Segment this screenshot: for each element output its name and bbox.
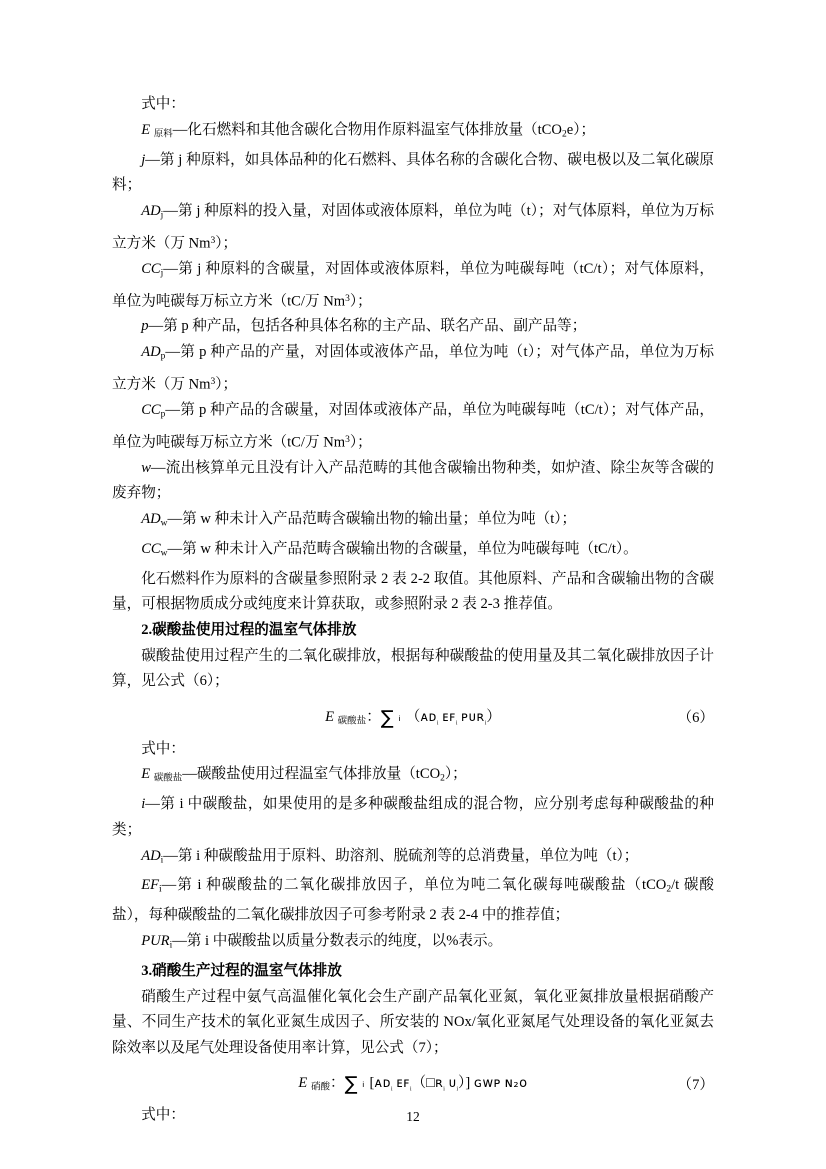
formula-6-number: （6） xyxy=(677,710,714,727)
paragraph-CCj-definition: $CC_j—$第 j 种原料的含碳量，对固体或液体原料，单位为吨碳每吨（tC/t）；对气体原料，单位为吨碳每万标立方米（tC/万 Nm$^3$）； xyxy=(112,260,714,309)
paragraph-E-yuanliao: E $_{原料}$—化石燃料和其他含碳化合物用作原料温室气体排放量（tCO$_2$e）； xyxy=(141,121,596,139)
formula-7-number: （7） xyxy=(677,1076,714,1093)
paragraph-E-carbonate: E $_{碳酸盐}$—碳酸盐使用过程温室气体排放量（tCO$_2$）； xyxy=(141,766,467,784)
formula-7 xyxy=(112,1067,714,1099)
formula-7-body: E $_{硝酸}$：∑ ᵢ [ᴀᴅ$_ᵢ$ ᴇꜰ$_ᵢ$（□ʀ$_ᵢ$ ᴜ$_ᵢ$）] ɢᴡᴘ ɴ₂ᴏ xyxy=(298,1073,528,1096)
heading-section-2: 2.碳酸盐使用过程的温室气体排放 xyxy=(141,621,357,638)
paragraph-carbonate-intro: 碳酸盐使用过程产生的二氧化碳排放，根据每种碳酸盐的使用量及其二氧化碳排放因子计算，见公式（6）； xyxy=(112,647,714,690)
paragraph-shizhong-1: 式中： xyxy=(141,96,185,112)
paragraph-w-definition: w—流出核算单元且没有计入产品范畴的其他含碳输出物种类，如炉渣、除尘灰等含碳的废弃物； xyxy=(112,459,714,502)
paragraph-p-definition: p—第 p 种产品，包括各种具体名称的主产品、联名产品、副产品等； xyxy=(141,318,587,335)
page-number: 12 xyxy=(406,1109,420,1124)
paragraph-shizhong-2: 式中： xyxy=(141,740,185,757)
paragraph-nitric-acid-intro: 硝酸生产过程中氨气高温催化氧化会生产副产品氧化亚氮，氧化亚氮排放量根据硝酸产量、不同生产技术的氧化亚氮生成因子、所安装的 NOx/氧化亚氮尾气处理设备的氧化亚氮去除效率以及尾气处理设备使用率计算，见公式（7）； xyxy=(112,988,714,1056)
paragraph-ADp-definition: $AD_p—$第 p 种产品的产量，对固体或液体产品，单位为吨（t）；对气体产品，单位为万标立方米（万 Nm$^3$）； xyxy=(112,344,714,393)
paragraph-EFi-definition: $EF_i—$第 i 种碳酸盐的二氧化碳排放因子，单位为吨二氧化碳每吨碳酸盐（tCO$_2$/t 碳酸盐），每种碳酸盐的二氧化碳排放因子可参考附录 2 表 2-4 中的推荐值； xyxy=(112,877,714,924)
paragraph-ADi-definition: $AD_i—$第 i 种碳酸盐用于原料、助溶剂、脱硫剂等的总消费量，单位为吨（t）； xyxy=(141,847,639,865)
formula-6-body: E $_{碳酸盐}$：∑ ᵢ （ᴀᴅ$_ᵢ$ ᴇꜰ$_ᵢ$ ᴘᴜʀ$_ᵢ$） xyxy=(325,706,501,729)
paragraph-ADj-definition: $AD_j—$第 j 种原料的投入量，对固体或液体原料，单位为吨（t）；对气体原料，单位为万标立方米（万 Nm$^3$）； xyxy=(112,202,715,251)
paragraph-shizhong-3: 式中： xyxy=(141,1107,185,1124)
paragraph-CCp-definition: $CC_p—$第 p 种产品的含碳量，对固体或液体产品，单位为吨碳每吨（tC/t）；对气体产品，单位为吨碳每万标立方米（tC/万 Nm$^3$）； xyxy=(112,401,714,451)
paragraph-CCw-definition: $CC_w—$第 w 种未计入产品范畴含碳输出物的含碳量，单位为吨碳每吨（tC/t）。 xyxy=(141,540,638,559)
heading-section-3: 3.硝酸生产过程的温室气体排放 xyxy=(141,963,342,979)
formula-6 xyxy=(112,701,714,733)
page-content xyxy=(112,92,714,1129)
paragraph-carbon-content-reference: 化石燃料作为原料的含碳量参照附录 2 表 2-2 取值。其他原料、产品和含碳输出物的含碳量，可根据物质成分或纯度来计算获取，或参照附录 2 表 2-3 推荐值。 xyxy=(112,570,714,613)
paragraph-ADw-definition: $AD_w—$第 w 种未计入产品范畴含碳输出物的输出量；单位为吨（t）； xyxy=(141,510,577,529)
paragraph-PURi-definition: $PUR_i—$第 i 中碳酸盐以质量分数表示的纯度，以%表示。 xyxy=(141,933,503,951)
paragraph-j-definition: j—第 j 种原料，如具体品种的化石燃料、具体名称的含碳化合物、碳电极以及二氧化碳原料； xyxy=(112,151,714,194)
paragraph-i-definition: i—第 i 中碳酸盐，如果使用的是多种碳酸盐组成的混合物，应分别考虑每种碳酸盐的种类； xyxy=(112,796,714,838)
